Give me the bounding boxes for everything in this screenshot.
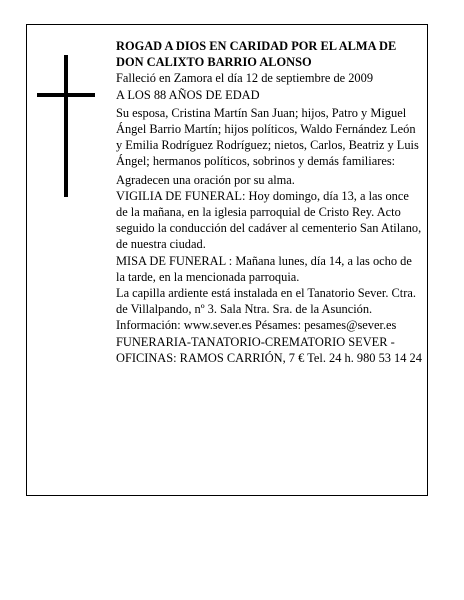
family-list: Su esposa, Cristina Martín San Juan; hijos, Patro y Miguel Ángel Barrio Martín; hijos políticos, Waldo Fernández León y Emilia Rodríguez Rodríguez; nietos, Carlos, Beatriz y Luis Ángel; hermanos políticos, sobrinos y demás familiares: bbox=[116, 105, 419, 169]
age-line: A LOS 88 AÑOS DE EDAD bbox=[116, 87, 260, 102]
vigil-info: VIGILIA DE FUNERAL: Hoy domingo, día 13, a las once de la mañana, en la iglesia parroquial de Cristo Rey. Acto seguido la conducción del cadáver al cementerio San Atilano, de nuestra ciudad. bbox=[116, 188, 422, 252]
chapel-info: La capilla ardiente está instalada en el Tanatorio Sever. Ctra. de Villalpando, nº 3. Sala Ntra. Sra. de la Asunción. bbox=[116, 286, 416, 317]
notice-header: ROGAD A DIOS EN CARIDAD POR EL ALMA DE DON CALIXTO BARRIO ALONSO bbox=[116, 39, 397, 70]
mass-info: MISA DE FUNERAL : Mañana lunes, día 14, a las ocho de la tarde, en la mencionada parroquia. bbox=[116, 253, 412, 284]
cross-horizontal-bar bbox=[37, 93, 95, 97]
contact-info: Información: www.sever.es Pésames: pesames@sever.es bbox=[116, 318, 397, 333]
prayer-request: Agradecen una oración por su alma. bbox=[116, 172, 295, 187]
notice-text bbox=[116, 38, 422, 366]
cross-vertical-bar bbox=[64, 55, 68, 197]
death-line: Falleció en Zamora el día 12 de septiembre de 2009 bbox=[116, 71, 374, 86]
funeral-home-info: FUNERARIA-TANATORIO-CREMATORIO SEVER - OFICINAS: RAMOS CARRIÓN, 7 € Tel. 24 h. 980 53 14 24 bbox=[116, 334, 422, 365]
latin-cross-icon bbox=[37, 55, 95, 197]
obituary-notice bbox=[26, 24, 428, 496]
